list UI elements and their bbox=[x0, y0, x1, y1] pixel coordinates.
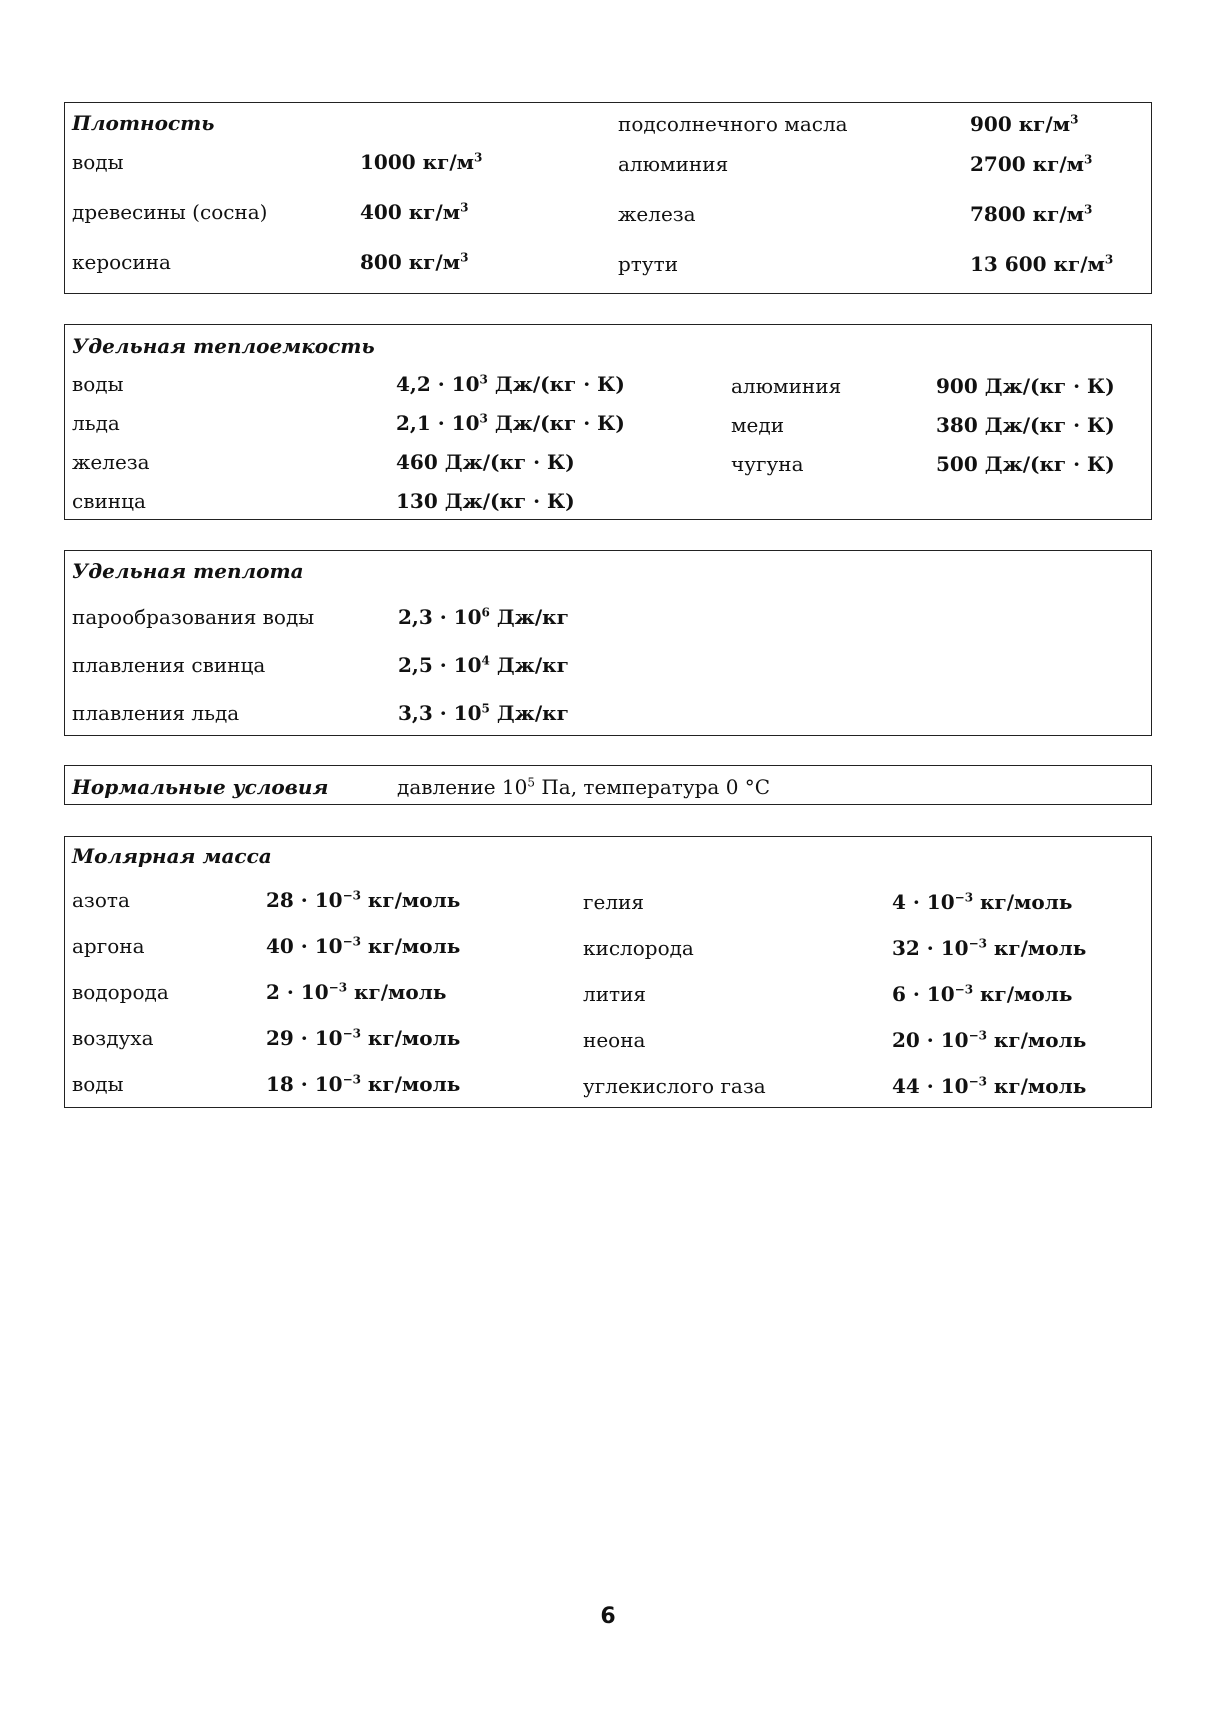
molar-mass-value: $28 \cdot 10^{-3}$ кг/моль bbox=[266, 888, 461, 912]
page-number: 6 bbox=[600, 1604, 616, 1629]
heat-capacity-value: 500 Дж/(кг · К) bbox=[936, 452, 1115, 476]
heat-capacity-value: $4,2 \cdot 10^3$ Дж/(кг · К) bbox=[396, 372, 625, 396]
specific-heat-value: $3,3 \cdot 10^5$ Дж/кг bbox=[398, 701, 569, 725]
molar-mass-label: лития bbox=[583, 982, 647, 1006]
density-label: керосина bbox=[72, 250, 171, 274]
molar-mass-value: $40 \cdot 10^{-3}$ кг/моль bbox=[266, 934, 461, 958]
heat-capacity-label: алюминия bbox=[731, 374, 842, 398]
molar-mass-value: $32 \cdot 10^{-3}$ кг/моль bbox=[892, 936, 1087, 960]
molar-mass-label: гелия bbox=[583, 890, 644, 914]
density-label: алюминия bbox=[618, 152, 729, 176]
heat-capacity-label: льда bbox=[72, 411, 120, 435]
density-value: 400 $кг/м^3$ bbox=[360, 200, 469, 224]
density-value: 13 600 $кг/м^3$ bbox=[970, 252, 1114, 276]
specific-heat-label: плавления свинца bbox=[72, 653, 266, 677]
heat-capacity-label: воды bbox=[72, 372, 124, 396]
specific-heat-value: $2,5 \cdot 10^4$ Дж/кг bbox=[398, 653, 569, 677]
specific-heat-value: $2,3 \cdot 10^6$ Дж/кг bbox=[398, 605, 569, 629]
heat-capacity-value: 130 Дж/(кг · К) bbox=[396, 489, 575, 513]
molar-mass-value: $18 \cdot 10^{-3}$ кг/моль bbox=[266, 1072, 461, 1096]
molar-mass-label: водорода bbox=[72, 980, 169, 1004]
molar-mass-label: неона bbox=[583, 1028, 646, 1052]
density-label: железа bbox=[618, 202, 696, 226]
density-value: 2700 $кг/м^3$ bbox=[970, 152, 1093, 176]
specific-heat-label: плавления льда bbox=[72, 701, 240, 725]
molar-mass-value: $44 \cdot 10^{-3}$ кг/моль bbox=[892, 1074, 1087, 1098]
molar-mass-label: аргона bbox=[72, 934, 145, 958]
molar-mass-label: азота bbox=[72, 888, 130, 912]
heat-capacity-value: 380 Дж/(кг · К) bbox=[936, 413, 1115, 437]
molar-mass-value: $4 \cdot 10^{-3}$ кг/моль bbox=[892, 890, 1073, 914]
density-value: 7800 $кг/м^3$ bbox=[970, 202, 1093, 226]
heat-capacity-label: чугуна bbox=[731, 452, 804, 476]
density-label: ртути bbox=[618, 252, 679, 276]
density-value: 800 $кг/м^3$ bbox=[360, 250, 469, 274]
heat-capacity-label: свинца bbox=[72, 489, 146, 513]
molar-mass-table bbox=[64, 836, 1152, 1108]
heat-capacity-value: $2,1 \cdot 10^3$ Дж/(кг · К) bbox=[396, 411, 625, 435]
molar-mass-value: $20 \cdot 10^{-3}$ кг/моль bbox=[892, 1028, 1087, 1052]
molar-mass-label: углекислого газа bbox=[583, 1074, 766, 1098]
specific-heat-label: парообразования воды bbox=[72, 605, 315, 629]
density-label: древесины (сосна) bbox=[72, 200, 268, 224]
heat-capacity-label: железа bbox=[72, 450, 150, 474]
heat-capacity-value: 900 Дж/(кг · К) bbox=[936, 374, 1115, 398]
molar-mass-label: воздуха bbox=[72, 1026, 154, 1050]
heat-capacity-title: Удельная теплоемкость bbox=[72, 334, 375, 358]
density-value: 1000 $кг/м^3$ bbox=[360, 150, 483, 174]
density-title: Плотность bbox=[72, 111, 215, 135]
density-label: воды bbox=[72, 150, 124, 174]
heat-capacity-value: 460 Дж/(кг · К) bbox=[396, 450, 575, 474]
molar-mass-label: воды bbox=[72, 1072, 124, 1096]
specific-heat-title: Удельная теплота bbox=[72, 559, 304, 583]
molar-mass-value: $6 \cdot 10^{-3}$ кг/моль bbox=[892, 982, 1073, 1006]
molar-mass-label: кислорода bbox=[583, 936, 694, 960]
molar-mass-value: $2 \cdot 10^{-3}$ кг/моль bbox=[266, 980, 447, 1004]
normal-conditions-value: давление $10^5$ Па, температура 0 °С bbox=[397, 775, 771, 799]
normal-conditions-title: Нормальные условия bbox=[72, 775, 329, 799]
density-label: подсолнечного масла bbox=[618, 112, 848, 136]
heat-capacity-label: меди bbox=[731, 413, 785, 437]
density-value: 900 $кг/м^3$ bbox=[970, 112, 1079, 136]
molar-mass-value: $29 \cdot 10^{-3}$ кг/моль bbox=[266, 1026, 461, 1050]
molar-mass-title: Молярная масса bbox=[72, 844, 272, 868]
